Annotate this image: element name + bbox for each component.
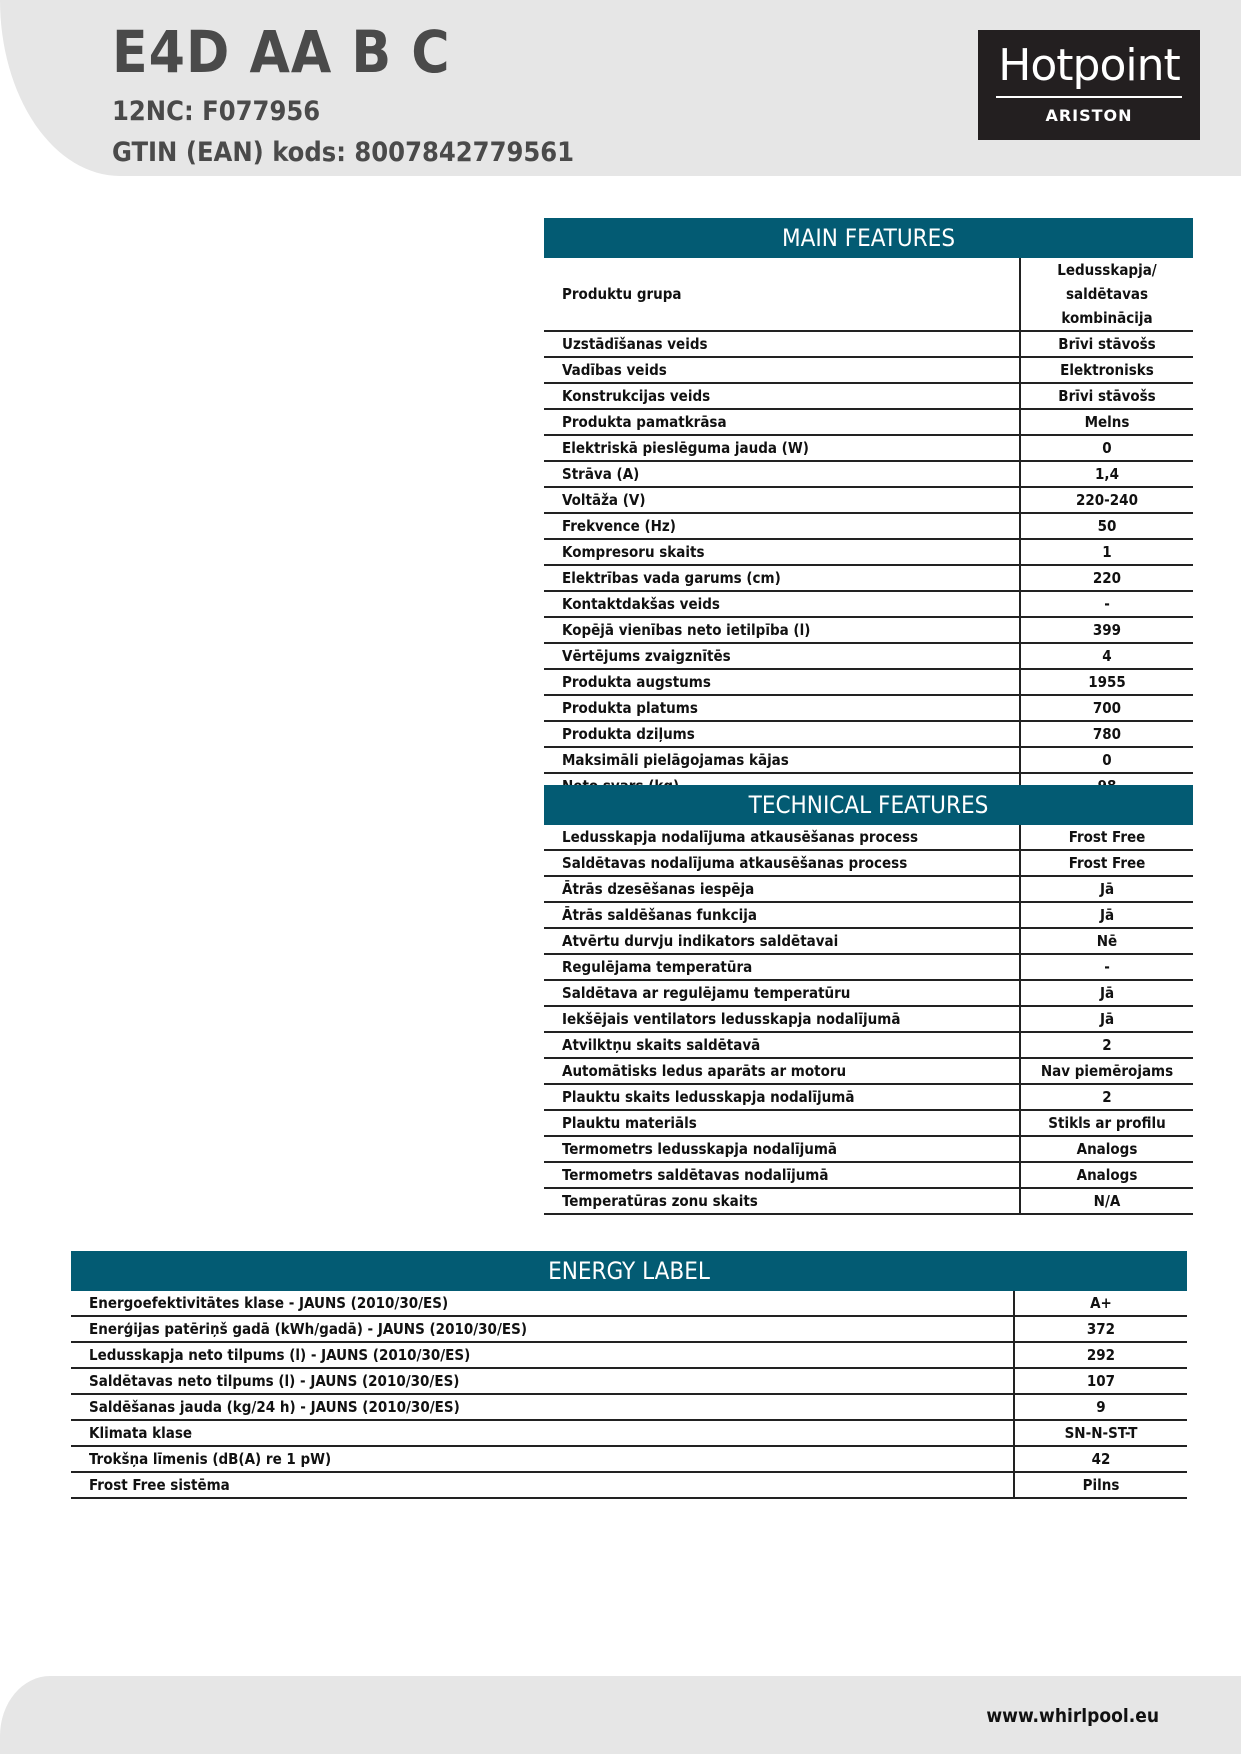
spec-name: Trokšņa līmenis (dB(A) re 1 pW) (71, 1446, 1014, 1472)
energy-label-table (71, 1291, 1187, 1499)
spec-value: Nav piemērojams (1020, 1058, 1193, 1084)
spec-value: 220-240 (1020, 487, 1193, 513)
spec-name: Frekvence (Hz) (544, 513, 1020, 539)
table-row (544, 539, 1193, 565)
spec-name: Kopējā vienības neto ietilpība (l) (544, 617, 1020, 643)
spec-value: Brīvi stāvošs (1020, 331, 1193, 357)
spec-name: Produktu grupa (544, 258, 1020, 331)
energy-label-title: ENERGY LABEL (71, 1251, 1187, 1291)
spec-value: - (1020, 954, 1193, 980)
spec-value: 372 (1014, 1316, 1187, 1342)
spec-name: Ātrās dzesēšanas iespēja (544, 876, 1020, 902)
technical-features-section (544, 785, 1193, 1215)
nc-value: F077956 (202, 96, 321, 127)
table-row (544, 825, 1193, 850)
spec-name: Frost Free sistēma (71, 1472, 1014, 1498)
table-row (71, 1368, 1187, 1394)
spec-name: Strāva (A) (544, 461, 1020, 487)
spec-name: Produkta dziļums (544, 721, 1020, 747)
table-row (71, 1342, 1187, 1368)
spec-name: Ātrās saldēšanas funkcija (544, 902, 1020, 928)
spec-name: Produkta platums (544, 695, 1020, 721)
spec-name: Elektrības vada garums (cm) (544, 565, 1020, 591)
spec-value: 107 (1014, 1368, 1187, 1394)
table-row (544, 902, 1193, 928)
table-row (544, 643, 1193, 669)
table-row (544, 1162, 1193, 1188)
table-row (544, 591, 1193, 617)
spec-name: Atvilktņu skaits saldētavā (544, 1032, 1020, 1058)
spec-name: Elektriskā pieslēguma jauda (W) (544, 435, 1020, 461)
spec-value: 780 (1020, 721, 1193, 747)
table-row (544, 928, 1193, 954)
spec-value: 50 (1020, 513, 1193, 539)
logo-sub: ARISTON (1045, 106, 1133, 125)
spec-name: Uzstādīšanas veids (544, 331, 1020, 357)
spec-value: 2 (1020, 1032, 1193, 1058)
table-row (544, 409, 1193, 435)
spec-name: Vērtējums zvaigznītēs (544, 643, 1020, 669)
table-row (544, 1084, 1193, 1110)
spec-value: - (1020, 591, 1193, 617)
gtin-label: GTIN (EAN) kods (112, 137, 337, 168)
table-row (544, 357, 1193, 383)
table-row (544, 331, 1193, 357)
spec-name: Termometrs saldētavas nodalījumā (544, 1162, 1020, 1188)
main-features-table (544, 258, 1193, 800)
spec-name: Voltāža (V) (544, 487, 1020, 513)
main-features-title: MAIN FEATURES (544, 218, 1193, 258)
spec-name: Klimata klase (71, 1420, 1014, 1446)
spec-value: Stikls ar profilu (1020, 1110, 1193, 1136)
spec-value: A+ (1014, 1291, 1187, 1316)
table-row (544, 954, 1193, 980)
gtin-code: GTIN (EAN) kods: 8007842779561 (112, 137, 575, 168)
spec-name: Automātisks ledus aparāts ar motoru (544, 1058, 1020, 1084)
spec-value: Frost Free (1020, 825, 1193, 850)
spec-name: Saldētavas neto tilpums (l) - JAUNS (2010/30/ES) (71, 1368, 1014, 1394)
table-row (544, 695, 1193, 721)
table-row (71, 1472, 1187, 1498)
spec-value: 1955 (1020, 669, 1193, 695)
spec-name: Plauktu materiāls (544, 1110, 1020, 1136)
spec-value: Jā (1020, 980, 1193, 1006)
spec-value: Frost Free (1020, 850, 1193, 876)
spec-value: Analogs (1020, 1136, 1193, 1162)
spec-value: Melns (1020, 409, 1193, 435)
spec-value: Elektronisks (1020, 357, 1193, 383)
spec-value: 292 (1014, 1342, 1187, 1368)
table-row (544, 487, 1193, 513)
table-row (544, 1058, 1193, 1084)
table-row (544, 461, 1193, 487)
table-row (544, 1032, 1193, 1058)
spec-name: Ledusskapja neto tilpums (l) - JAUNS (2010/30/ES) (71, 1342, 1014, 1368)
table-row (544, 383, 1193, 409)
table-row (544, 980, 1193, 1006)
spec-name: Ledusskapja nodalījuma atkausēšanas process (544, 825, 1020, 850)
spec-name: Termometrs ledusskapja nodalījumā (544, 1136, 1020, 1162)
spec-name: Regulējama temperatūra (544, 954, 1020, 980)
spec-name: Energoefektivitātes klase - JAUNS (2010/30/ES) (71, 1291, 1014, 1316)
model-name: E4D AA B C (112, 18, 451, 86)
spec-value: 1 (1020, 539, 1193, 565)
spec-value: Jā (1020, 876, 1193, 902)
table-row (544, 1188, 1193, 1214)
table-row (544, 1006, 1193, 1032)
table-row (544, 258, 1193, 331)
spec-name: Produkta pamatkrāsa (544, 409, 1020, 435)
spec-value: Analogs (1020, 1162, 1193, 1188)
table-row (544, 565, 1193, 591)
table-row (544, 721, 1193, 747)
table-row (71, 1394, 1187, 1420)
spec-value: SN-N-ST-T (1014, 1420, 1187, 1446)
footer-url: www.whirlpool.eu (986, 1705, 1159, 1727)
spec-name: Saldēšanas jauda (kg/24 h) - JAUNS (2010/30/ES) (71, 1394, 1014, 1420)
table-row (71, 1446, 1187, 1472)
main-features-section (544, 218, 1193, 800)
spec-value: Jā (1020, 1006, 1193, 1032)
table-row (544, 1136, 1193, 1162)
energy-label-section (71, 1251, 1187, 1499)
table-row (71, 1316, 1187, 1342)
spec-value: Ledusskapja/ saldētavas kombinācija (1020, 258, 1193, 331)
spec-name: Kontaktdakšas veids (544, 591, 1020, 617)
table-row (71, 1420, 1187, 1446)
spec-name: Plauktu skaits ledusskapja nodalījumā (544, 1084, 1020, 1110)
spec-name: Saldētava ar regulējamu temperatūru (544, 980, 1020, 1006)
spec-value: Jā (1020, 902, 1193, 928)
spec-value: Pilns (1014, 1472, 1187, 1498)
spec-value: 42 (1014, 1446, 1187, 1472)
logo-divider (996, 96, 1182, 98)
spec-name: Vadības veids (544, 357, 1020, 383)
spec-value: 2 (1020, 1084, 1193, 1110)
technical-features-title: TECHNICAL FEATURES (544, 785, 1193, 825)
hotpoint-ariston-logo (978, 30, 1200, 140)
spec-value: N/A (1020, 1188, 1193, 1214)
nc-code: 12NC: F077956 (112, 96, 321, 127)
logo-brand: Hotpoint (998, 40, 1180, 91)
spec-name: Temperatūras zonu skaits (544, 1188, 1020, 1214)
spec-value: Nē (1020, 928, 1193, 954)
spec-name: Enerģijas patēriņš gadā (kWh/gadā) - JAUNS (2010/30/ES) (71, 1316, 1014, 1342)
spec-name: Saldētavas nodalījuma atkausēšanas process (544, 850, 1020, 876)
table-row (544, 876, 1193, 902)
spec-value: 9 (1014, 1394, 1187, 1420)
table-row (544, 617, 1193, 643)
table-row (544, 435, 1193, 461)
spec-value: 0 (1020, 747, 1193, 773)
table-row (544, 850, 1193, 876)
table-row (71, 1291, 1187, 1316)
spec-name: Maksimāli pielāgojamas kājas (544, 747, 1020, 773)
spec-name: Kompresoru skaits (544, 539, 1020, 565)
spec-value: 220 (1020, 565, 1193, 591)
spec-value: 399 (1020, 617, 1193, 643)
spec-value: 700 (1020, 695, 1193, 721)
spec-name: Iekšējais ventilators ledusskapja nodalījumā (544, 1006, 1020, 1032)
spec-name: Konstrukcijas veids (544, 383, 1020, 409)
spec-name: Atvērtu durvju indikators saldētavai (544, 928, 1020, 954)
spec-value: 1,4 (1020, 461, 1193, 487)
table-row (544, 513, 1193, 539)
spec-value: Brīvi stāvošs (1020, 383, 1193, 409)
table-row (544, 747, 1193, 773)
table-row (544, 1110, 1193, 1136)
spec-name: Produkta augstums (544, 669, 1020, 695)
spec-value: 0 (1020, 435, 1193, 461)
nc-label: 12NC (112, 96, 184, 127)
table-row (544, 669, 1193, 695)
gtin-value: 8007842779561 (354, 137, 575, 168)
technical-features-table (544, 825, 1193, 1215)
spec-value: 4 (1020, 643, 1193, 669)
